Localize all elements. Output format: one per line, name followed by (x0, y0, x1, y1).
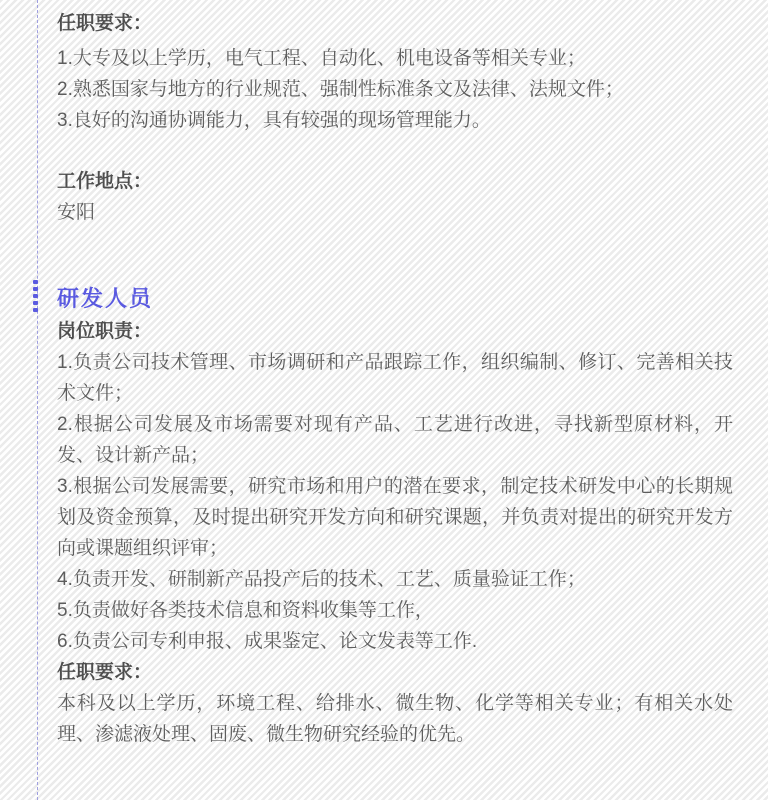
requirements-list (57, 43, 733, 136)
requirements-heading: 任职要求： (57, 662, 153, 683)
duty-item: 3.根据公司发展需要，研究市场和用户的潜在要求，制定技术研发中心的长期规划及资金预算，及时提出研究开发方向和研究课题，并负责对提出的研究开发方向或课题组织评审； (57, 476, 733, 559)
duty-item: 1.负责公司技术管理、市场调研和产品跟踪工作，组织编制、修订、完善相关技术文件； (57, 352, 733, 404)
duty-item: 5.负责做好各类技术信息和资料收集等工作， (57, 600, 434, 621)
duties-heading: 岗位职责： (57, 321, 153, 342)
location-section (57, 166, 733, 228)
duty-item: 6.负责公司专利申报、成果鉴定、论文发表等工作. (57, 631, 478, 652)
requirement-item: 1.大专及以上学历，电气工程、自动化、机电设备等相关专业； (57, 48, 586, 69)
job-posting-content (57, 0, 733, 750)
duties-list (57, 347, 733, 657)
requirement-item: 2.熟悉国家与地方的行业规范、强制性标准条文及法律、法规文件； (57, 79, 624, 100)
requirements-paragraph: 本科及以上学历，环境工程、给排水、微生物、化学等相关专业；有相关水处理、渗滤液处理、固废、微生物研究经验的优先。 (57, 693, 733, 745)
job-title-row (57, 282, 733, 316)
location-heading: 工作地点： (57, 171, 153, 192)
duty-item: 2.根据公司发展及市场需要对现有产品、工艺进行改进，寻找新型原材料，开发、设计新产品； (57, 414, 733, 466)
location-value: 安阳 (57, 202, 96, 223)
section-divider-line (37, 0, 38, 800)
duty-item: 4.负责开发、研制新产品投产后的技术、工艺、质量验证工作； (57, 569, 586, 590)
requirement-item: 3.良好的沟通协调能力，具有较强的现场管理能力。 (57, 110, 491, 131)
requirements-heading: 任职要求： (57, 13, 153, 34)
job-title-marker-dots-icon (33, 280, 38, 315)
job-title: 研发人员 (57, 286, 154, 311)
